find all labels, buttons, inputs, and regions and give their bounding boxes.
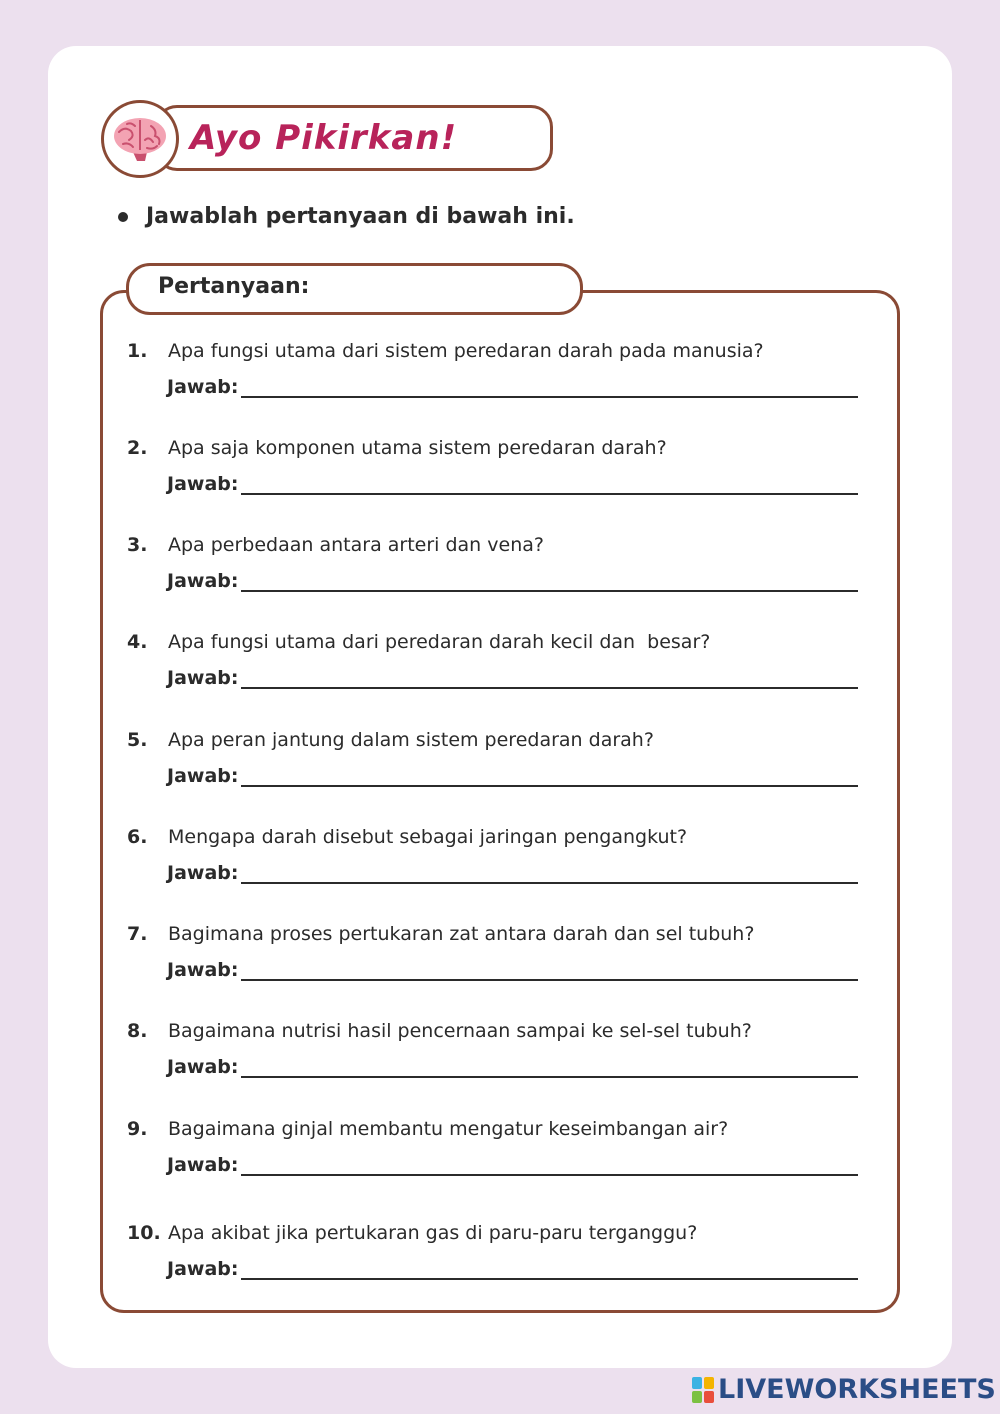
answer-field-4[interactable]: [241, 665, 858, 689]
question-number: 5.: [127, 729, 148, 751]
answer-label: Jawab:: [167, 959, 239, 981]
answer-field-2[interactable]: [241, 471, 858, 495]
page-title: Ayo Pikirkan!: [190, 118, 458, 158]
answer-label: Jawab:: [167, 667, 239, 689]
question-text: Apa akibat jika pertukaran gas di paru-paru terganggu?: [168, 1222, 698, 1244]
question-1: [127, 340, 867, 398]
answer-label: Jawab:: [167, 1056, 239, 1078]
answer-field-7[interactable]: [241, 957, 858, 981]
answer-field-3[interactable]: [241, 568, 858, 592]
logo-icon: [692, 1377, 714, 1403]
question-text: Apa fungsi utama dari peredaran darah kecil dan besar?: [168, 631, 711, 653]
answer-field-5[interactable]: [241, 763, 858, 787]
answer-field-1[interactable]: [241, 374, 858, 398]
question-number: 3.: [127, 534, 148, 556]
answer-label: Jawab:: [167, 570, 239, 592]
question-text: Apa perbedaan antara arteri dan vena?: [168, 534, 544, 556]
answer-field-6[interactable]: [241, 860, 858, 884]
bullet-icon: [118, 212, 128, 222]
brain-icon-badge: [101, 100, 179, 178]
question-4: [127, 631, 867, 689]
question-text: Bagimana proses pertukaran zat antara darah dan sel tubuh?: [168, 923, 755, 945]
question-8: [127, 1020, 867, 1078]
answer-label: Jawab:: [167, 473, 239, 495]
question-text: Bagaimana nutrisi hasil pencernaan sampai ke sel-sel tubuh?: [168, 1020, 752, 1042]
question-number: 10.: [127, 1222, 161, 1244]
answer-field-8[interactable]: [241, 1054, 858, 1078]
instruction: [118, 204, 575, 229]
question-text: Mengapa darah disebut sebagai jaringan pengangkut?: [168, 826, 688, 848]
question-3: [127, 534, 867, 592]
answer-label: Jawab:: [167, 376, 239, 398]
question-text: Bagaimana ginjal membantu mengatur keseimbangan air?: [168, 1118, 729, 1140]
question-number: 9.: [127, 1118, 148, 1140]
answer-label: Jawab:: [167, 1154, 239, 1176]
brand-logo: [692, 1374, 996, 1405]
brand-name: LIVEWORKSHEETS: [718, 1374, 996, 1405]
answer-label: Jawab:: [167, 765, 239, 787]
question-number: 4.: [127, 631, 148, 653]
question-number: 1.: [127, 340, 148, 362]
question-number: 7.: [127, 923, 148, 945]
question-2: [127, 437, 867, 495]
answer-label: Jawab:: [167, 1258, 239, 1280]
question-number: 2.: [127, 437, 148, 459]
brain-icon: [111, 114, 169, 164]
question-9: [127, 1118, 867, 1176]
answer-field-10[interactable]: [241, 1256, 858, 1280]
answer-label: Jawab:: [167, 862, 239, 884]
instruction-text: Jawablah pertanyaan di bawah ini.: [146, 204, 575, 229]
question-7: [127, 923, 867, 981]
question-text: Apa peran jantung dalam sistem peredaran darah?: [168, 729, 654, 751]
question-text: Apa fungsi utama dari sistem peredaran darah pada manusia?: [168, 340, 764, 362]
question-5: [127, 729, 867, 787]
question-6: [127, 826, 867, 884]
answer-field-9[interactable]: [241, 1152, 858, 1176]
question-number: 6.: [127, 826, 148, 848]
question-text: Apa saja komponen utama sistem peredaran darah?: [168, 437, 667, 459]
questions-header-label: Pertanyaan:: [158, 274, 310, 299]
question-10: [127, 1222, 867, 1280]
question-number: 8.: [127, 1020, 148, 1042]
